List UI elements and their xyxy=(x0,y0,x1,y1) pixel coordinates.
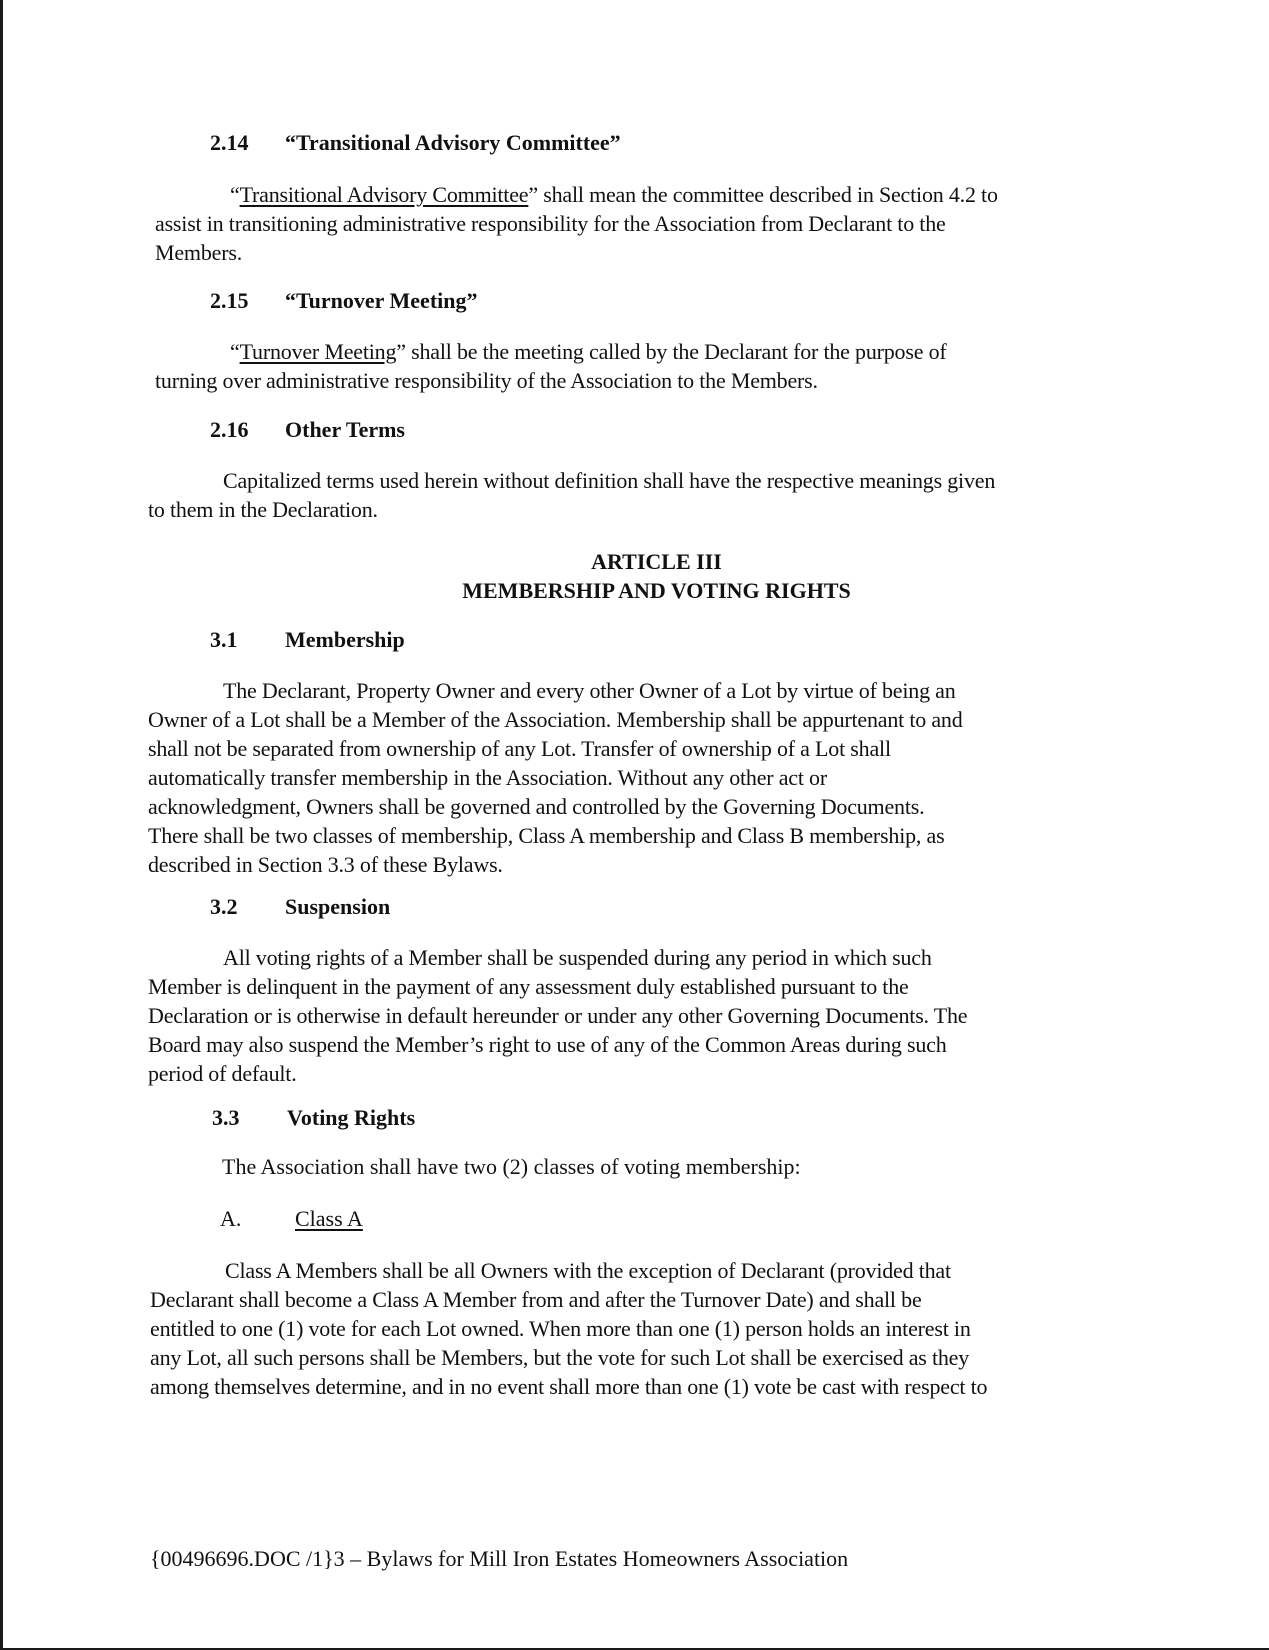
section-2-16-heading xyxy=(210,417,405,443)
section-2-16-body xyxy=(148,466,1128,524)
body-line: automatically transfer membership in the Association. Without any other act or xyxy=(148,765,827,790)
section-2-14-heading xyxy=(210,130,621,156)
section-3-1-body xyxy=(148,676,1128,879)
section-title: Membership xyxy=(285,627,405,652)
section-2-15-body xyxy=(155,337,1135,395)
section-3-2-body xyxy=(148,943,1128,1088)
voting-intro: The Association shall have two (2) classes of voting membership: xyxy=(222,1154,801,1179)
scan-left-edge xyxy=(0,0,3,1650)
sub-title: Class A xyxy=(295,1206,363,1231)
section-title: “Turnover Meeting” xyxy=(285,288,478,313)
section-title: Voting Rights xyxy=(287,1105,416,1130)
section-number: 3.2 xyxy=(210,894,238,919)
defined-term: Transitional Advisory Committee xyxy=(239,182,529,207)
class-a-body xyxy=(150,1256,1130,1401)
article-heading xyxy=(22,547,1269,605)
body-line: The Declarant, Property Owner and every other Owner of a Lot by virtue of being an xyxy=(223,678,956,703)
body-line: There shall be two classes of membership, Class A membership and Class B membership, as xyxy=(148,823,945,848)
body-line: “Transitional Advisory Committee” shall mean the committee described in Section 4.2 to xyxy=(230,182,998,207)
body-line: Owner of a Lot shall be a Member of the Association. Membership shall be appurtenant to and xyxy=(148,707,963,732)
body-line: Declaration or is otherwise in default hereunder or under any other Governing Documents. The xyxy=(148,1003,968,1028)
body-line: described in Section 3.3 of these Bylaws. xyxy=(148,852,503,877)
section-2-14-body xyxy=(155,180,1135,267)
body-line: Member is delinquent in the payment of any assessment duly established pursuant to the xyxy=(148,974,909,999)
section-title: Suspension xyxy=(285,894,391,919)
section-3-1-heading xyxy=(210,627,405,653)
defined-term: Turnover Meeting xyxy=(239,339,397,364)
body-line: acknowledgment, Owners shall be governed and controlled by the Governing Documents. xyxy=(148,794,925,819)
body-line: Class A Members shall be all Owners with the exception of Declarant (provided that xyxy=(225,1258,951,1283)
body-line: shall not be separated from ownership of any Lot. Transfer of ownership of a Lot shall xyxy=(148,736,891,761)
section-number: 2.15 xyxy=(210,288,249,313)
article-number: ARTICLE III xyxy=(591,549,722,574)
section-number: 3.3 xyxy=(212,1105,240,1130)
section-3-3-heading xyxy=(212,1105,415,1131)
section-2-15-heading xyxy=(210,288,478,314)
body-line: “Turnover Meeting” shall be the meeting called by the Declarant for the purpose of xyxy=(230,339,947,364)
section-number: 2.16 xyxy=(210,417,249,442)
section-title: “Transitional Advisory Committee” xyxy=(285,130,621,155)
body-line: Board may also suspend the Member’s right to use of any of the Common Areas during such xyxy=(148,1032,947,1057)
section-number: 3.1 xyxy=(210,627,238,652)
body-line: Members. xyxy=(155,240,242,265)
body-line: Capitalized terms used herein without definition shall have the respective meanings given xyxy=(223,468,996,493)
section-title: Other Terms xyxy=(285,417,405,442)
body-line: period of default. xyxy=(148,1061,297,1086)
section-number: 2.14 xyxy=(210,130,249,155)
body-line: entitled to one (1) vote for each Lot owned. When more than one (1) person holds an interest in xyxy=(150,1316,971,1341)
sub-letter: A. xyxy=(220,1206,242,1231)
body-line: assist in transitioning administrative responsibility for the Association from Declarant to the xyxy=(155,211,946,236)
body-line: any Lot, all such persons shall be Members, but the vote for such Lot shall be exercised as they xyxy=(150,1345,970,1370)
class-a-subheading xyxy=(220,1206,363,1232)
section-3-2-heading xyxy=(210,894,390,920)
body-line: to them in the Declaration. xyxy=(148,497,378,522)
body-line: among themselves determine, and in no event shall more than one (1) vote be cast with respect to xyxy=(150,1374,988,1399)
body-line: All voting rights of a Member shall be suspended during any period in which such xyxy=(223,945,932,970)
article-title: MEMBERSHIP AND VOTING RIGHTS xyxy=(462,578,851,603)
body-line: Declarant shall become a Class A Member from and after the Turnover Date) and shall be xyxy=(150,1287,922,1312)
body-line: turning over administrative responsibility of the Association to the Members. xyxy=(155,368,818,393)
page-footer: {00496696.DOC /1}3 – Bylaws for Mill Iron Estates Homeowners Association xyxy=(150,1546,849,1571)
